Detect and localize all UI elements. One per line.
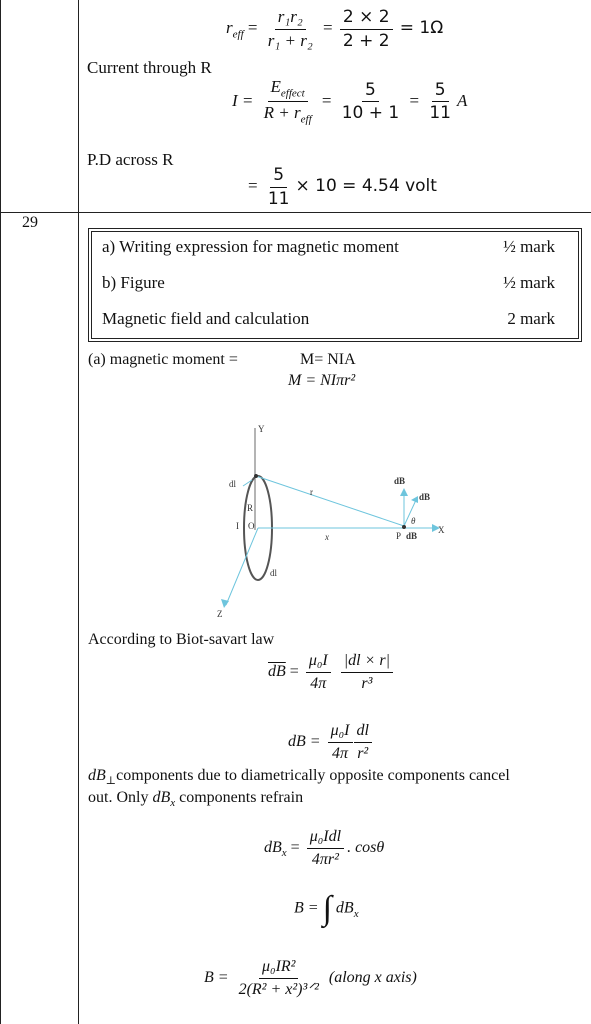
question-number: 29 [22, 214, 38, 231]
biot-eq1-frac2-den: r³ [361, 674, 373, 692]
fig-label-dl-top: dl [229, 479, 237, 489]
biot-line1-math: dB [88, 767, 106, 784]
reff-result: = 1Ω [399, 18, 444, 39]
fig-label-z: Z [217, 609, 223, 619]
current-frac2-num: 5 [362, 81, 379, 103]
fig-label-dl-bottom: dl [270, 568, 278, 578]
fig-label-r: r [310, 487, 313, 497]
pd-frac-den: 11 [267, 188, 290, 209]
fig-label-P: P [396, 531, 402, 541]
marks-value: 2 mark [507, 309, 555, 328]
moment-label: (a) magnetic moment = [88, 351, 238, 368]
fig-label-O: O [248, 521, 255, 531]
biot-intro: According to Biot-savart law [88, 631, 275, 648]
fig-label-x-dist: x [325, 532, 329, 542]
current-frac1-num-sub: effect [280, 87, 305, 100]
current-lhs: I = [232, 90, 254, 110]
reff-frac2-den: 2 + 2 [342, 30, 390, 51]
biot-eq3: $dB_x$ = $\frac{\text{μ₀Idl}}{\text{4πr²}}$ . cosθ [264, 828, 385, 868]
pd-label: P.D across R [87, 150, 174, 169]
reff-frac1-den: r₁ + r₂ [267, 30, 313, 50]
integral-symbol: ∫ [322, 890, 332, 927]
biot-eq5-frac-den: 2(R² + x²)³ᐟ² [238, 980, 319, 998]
marks-item: b) Figure [102, 273, 165, 292]
biot-eq2-lhs: dB = [288, 732, 321, 750]
biot-eq2-frac1-den: 4π [332, 744, 349, 762]
current-frac3-num: 5 [432, 81, 449, 103]
fig-label-y: Y [258, 424, 265, 434]
current-label: Current through R [87, 58, 212, 77]
fig-label-I: I [236, 521, 239, 531]
fig-label-dB-top: dB [394, 476, 406, 486]
pd-rest: × 10 = 4.54 volt [295, 176, 437, 197]
reff-frac1-num: r₁r₂ [275, 8, 306, 30]
biot-eq3-lhs: dB [264, 838, 282, 856]
biot-eq5-lhs: B = [204, 968, 229, 986]
fig-label-theta: θ [411, 516, 416, 526]
biot-eq3-frac-den: 4πr² [311, 850, 339, 868]
biot-eq2-frac1-num: μ₀I [328, 722, 353, 743]
pd-equation: = $\frac{5}{11}$ × 10 = 4.54 volt [248, 165, 437, 209]
biot-eq5-note: (along x axis) [328, 968, 417, 986]
biot-eq4-rhs-sub: x [353, 907, 359, 920]
biot-eq5-frac-num: μ₀IR² [259, 958, 299, 979]
current-unit: A [456, 90, 468, 110]
biot-eq2-frac2-num: dl [354, 722, 372, 743]
current-frac1-den: R + r [263, 103, 301, 123]
fig-label-x: X [438, 525, 445, 535]
fig-label-R: R [247, 503, 254, 513]
biot-eq5 [204, 958, 417, 998]
biot-eq1-frac2-num: |dl × r| [341, 652, 393, 673]
fig-label-dBx: dB [406, 531, 418, 541]
fig-label-dB: dB [419, 492, 431, 502]
current-frac2-den: 10 + 1 [341, 103, 400, 124]
biot-eq1-frac1-num: μ₀I [306, 652, 331, 673]
biot-eq4-rhs: dB [335, 899, 354, 917]
moment-eq2: M = NIπr² [288, 372, 356, 389]
biot-eq3-lhs-sub: x [281, 846, 287, 859]
biot-line1-sub: ⊥ [105, 775, 117, 788]
biot-line2-math: dB [152, 789, 171, 806]
biot-eq1-lhs: $\overline{dB}$ [268, 662, 286, 680]
pd-frac-num: 5 [270, 166, 287, 188]
reff-equation: $r_{eff}$ = $\frac{\text{r₁r₂}}{\text{r₁ + r₂}}$ = $\frac{2 \times 2}{2 + 2}$ = 1Ω [226, 7, 444, 51]
marks-value: ½ mark [503, 273, 555, 292]
biot-eq1: $\overline{dB}$ = $\frac{\text{μ₀I}}{4\pi}$ $\frac{|dl \times r|}{\text{r³}}$ [268, 652, 396, 692]
moment-eq1: M= NIA [300, 351, 356, 368]
marks-item: Magnetic field and calculation [102, 309, 310, 328]
marks-value: ½ mark [503, 237, 555, 256]
reff-frac2-num: 2 × 2 [340, 8, 393, 30]
biot-line2-text-b: components refrain [179, 789, 304, 806]
biot-text-line1 [88, 767, 510, 787]
reff-symbol: r [226, 18, 233, 38]
current-equation: I = $\frac{E_{effect}}{R + r_{eff}}$ = $\frac{5}{10 + 1}$ = $\frac{5}{11}$ A [232, 77, 468, 126]
biot-line2-text-a: out. Only [88, 789, 149, 806]
current-frac1-num: E [270, 77, 281, 96]
biot-eq4 [294, 892, 359, 926]
biot-line2-sub: x [170, 797, 176, 810]
biot-eq3-rest: . cosθ [347, 838, 385, 856]
reff-sub: eff [232, 28, 244, 41]
marks-item: a) Writing expression for magnetic moment [102, 237, 399, 256]
current-frac3-den: 11 [429, 103, 451, 124]
biot-line1-text: components due to diametrically opposite components cancel [116, 767, 510, 784]
biot-text-line2 [88, 789, 303, 809]
biot-eq4-lhs: B = [294, 899, 319, 917]
biot-eq3-frac-num: μ₀Idl [307, 828, 344, 849]
biot-eq2-frac2-den: r² [357, 744, 369, 762]
current-frac1-den-sub: eff [300, 113, 312, 126]
biot-eq1-frac1-den: 4π [310, 674, 327, 692]
biot-eq2 [288, 722, 375, 762]
